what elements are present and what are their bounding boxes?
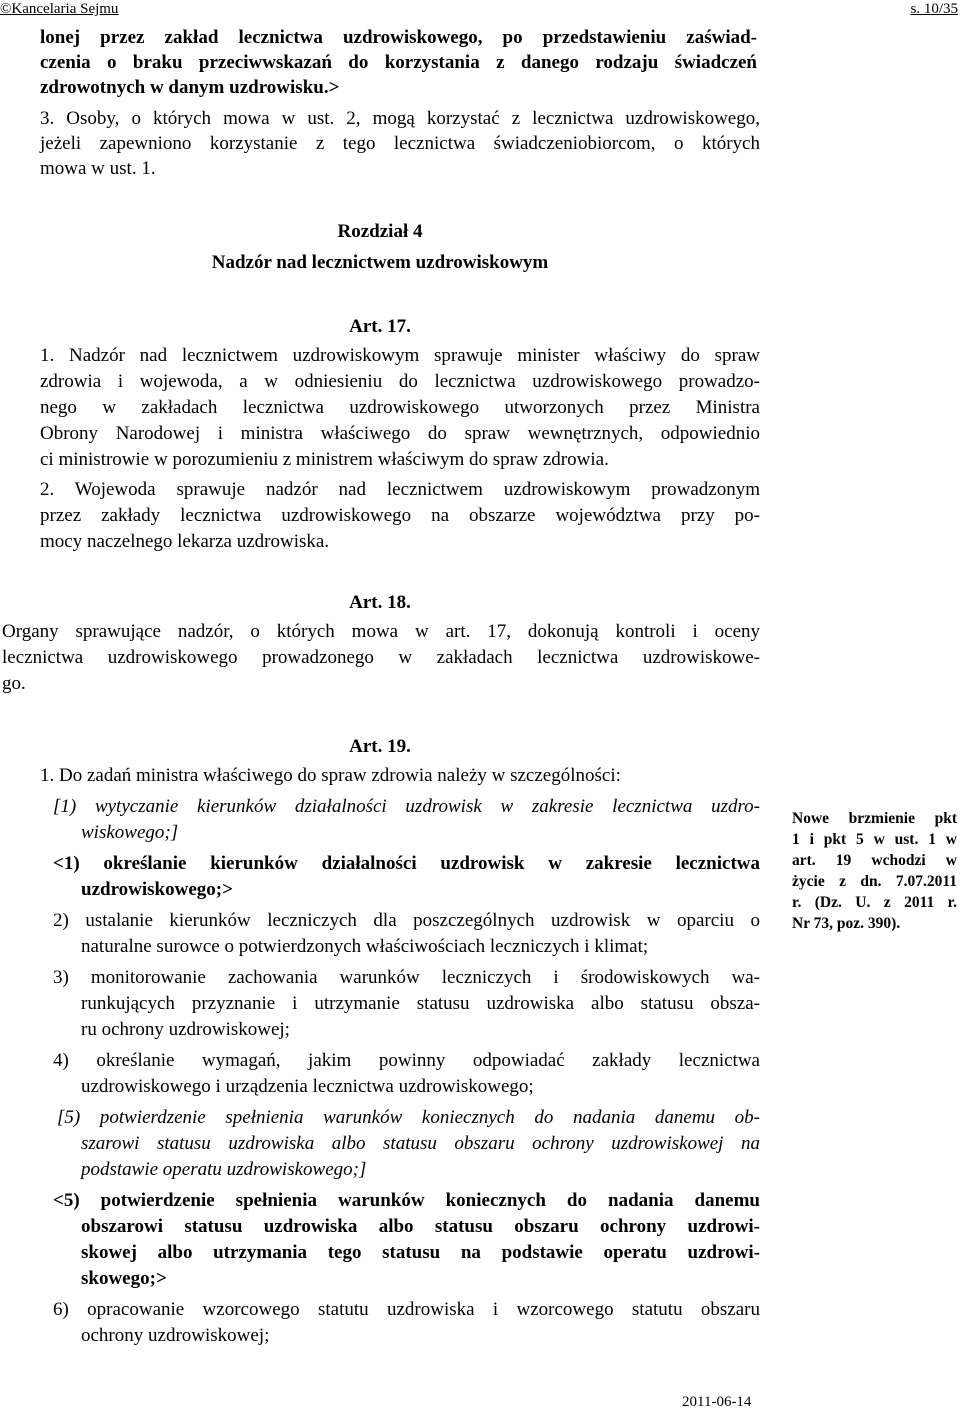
art19-item5-old-line-3: podstawie operatu uzdrowiskowego;] (81, 1159, 367, 1180)
art18-heading: Art. 18. (349, 592, 411, 613)
art19-item5-new-line-3: skowej albo utrzymania tego statusu na podstawie operatu uzdrowi- (81, 1242, 760, 1263)
chapter-title: Nadzór nad lecznictwem uzdrowiskowym (211, 252, 549, 273)
top-line-3: zdrowotnych w danym uzdrowisku.> (40, 77, 340, 98)
art19-item1-new-line-1: <1) określanie kierunków działalności uzdrowisk w zakresie lecznictwa (53, 853, 760, 874)
side-note-line-1: Nowe brzmienie pkt (792, 810, 957, 827)
art19-item3-line-1: 3) monitorowanie zachowania warunków leczniczych i środowiskowych wa- (53, 967, 760, 988)
art17-p2-line-1: 2. Wojewoda sprawuje nadzór nad lecznictwem uzdrowiskowym prowadzonym (40, 479, 760, 500)
art19-item5-old-line-2: szarowi statusu uzdrowiska albo statusu obszaru ochrony uzdrowiskowej na (81, 1133, 760, 1154)
art19-item1-new-line-2: uzdrowiskowego;> (81, 879, 233, 900)
art18-line-3: go. (2, 673, 26, 694)
header-left: ©Kancelaria Sejmu (0, 1, 119, 17)
art19-item5-old-line-1: [5) potwierdzenie spełnienia warunków koniecznych do nadania danemu ob- (57, 1107, 760, 1128)
art19-item2-line-1: 2) ustalanie kierunków leczniczych dla poszczególnych uzdrowisk w oparciu o (53, 910, 760, 931)
art19-item1-old-line-2: wiskowego;] (81, 822, 179, 843)
art19-item6-line-1: 6) opracowanie wzorcowego statutu uzdrowiska i wzorcowego statutu obszaru (53, 1299, 760, 1320)
art19-item5-new-line-1: <5) potwierdzenie spełnienia warunków koniecznych do nadania danemu (53, 1190, 760, 1211)
page-number: s. 10/35 (910, 1, 958, 17)
top-line-2: czenia o braku przeciwwskazań do korzystania z danego rodzaju świadczeń (40, 52, 757, 73)
art18-line-1: Organy sprawujące nadzór, o których mowa w art. 17, dokonują kontroli i oceny (2, 621, 760, 642)
side-note-line-4: życie z dn. 7.07.2011 (792, 873, 957, 890)
art19-item5-new-line-2: obszarowi statusu uzdrowiska albo statusu obszaru ochrony uzdrowi- (81, 1216, 760, 1237)
p3-line-1: 3. Osoby, o których mowa w ust. 2, mogą korzystać z lecznictwa uzdrowiskowego, (40, 108, 760, 129)
art19-item3-line-2: runkujących przyznanie i utrzymanie statusu uzdrowiska albo statusu obsza- (81, 993, 760, 1014)
art19-item1-old-line-1: [1) wytyczanie kierunków działalności uzdrowisk w zakresie lecznictwa uzdro- (53, 796, 760, 817)
side-note-line-3: art. 19 wchodzi w (792, 852, 957, 869)
art17-p1-line-4: Obrony Narodowej i ministra właściwego do spraw wewnętrznych, odpowiednio (40, 423, 760, 444)
art17-p1-line-3: nego w zakładach lecznictwa uzdrowiskowego utworzonych przez Ministra (40, 397, 760, 418)
art19-item4-line-2: uzdrowiskowego i urządzenia lecznictwa uzdrowiskowego; (81, 1076, 534, 1097)
art19-item2-line-2: naturalne surowce o potwierdzonych właściwościach leczniczych i klimat; (81, 936, 649, 957)
side-note-line-5: r. (Dz. U. z 2011 r. (792, 894, 957, 911)
art17-p1-line-1: 1. Nadzór nad lecznictwem uzdrowiskowym sprawuje minister właściwy do spraw (40, 345, 760, 366)
art19-heading: Art. 19. (349, 736, 411, 757)
art19-item6-line-2: ochrony uzdrowiskowej; (81, 1325, 270, 1346)
art17-p1-line-2: zdrowia i wojewoda, a w odniesieniu do lecznictwa uzdrowiskowego prowadzo- (40, 371, 760, 392)
chapter-number: Rozdział 4 (337, 221, 423, 242)
side-note-line-6: Nr 73, poz. 390). (792, 915, 901, 932)
side-note-line-2: 1 i pkt 5 w ust. 1 w (792, 831, 957, 848)
side-note (792, 808, 957, 934)
p3-line-3: mowa w ust. 1. (40, 158, 156, 179)
art17-p2-line-2: przez zakłady lecznictwa uzdrowiskowego na obszarze województwa przy po- (40, 505, 760, 526)
top-line-1: lonej przez zakład lecznictwa uzdrowiskowego, po przedstawieniu zaświad- (40, 27, 757, 48)
p3-line-2: jeżeli zapewniono korzystanie z tego lecznictwa świadczeniobiorcom, o których (40, 133, 760, 154)
art19-item4-line-1: 4) określanie wymagań, jakim powinny odpowiadać zakłady lecznictwa (53, 1050, 760, 1071)
art18-line-2: lecznictwa uzdrowiskowego prowadzonego w zakładach lecznictwa uzdrowiskowe- (2, 647, 760, 668)
footer-date: 2011-06-14 (682, 1394, 752, 1410)
art17-heading: Art. 17. (349, 316, 411, 337)
art19-item3-line-3: ru ochrony uzdrowiskowej; (81, 1019, 290, 1040)
art19-intro: 1. Do zadań ministra właściwego do spraw zdrowia należy w szczególności: (40, 765, 621, 786)
art17-p2-line-3: mocy naczelnego lekarza uzdrowiska. (40, 531, 330, 552)
art19-item5-new-line-4: skowego;> (81, 1268, 167, 1289)
art17-p1-line-5: ci ministrowie w porozumieniu z ministrem właściwym do spraw zdrowia. (40, 449, 609, 470)
